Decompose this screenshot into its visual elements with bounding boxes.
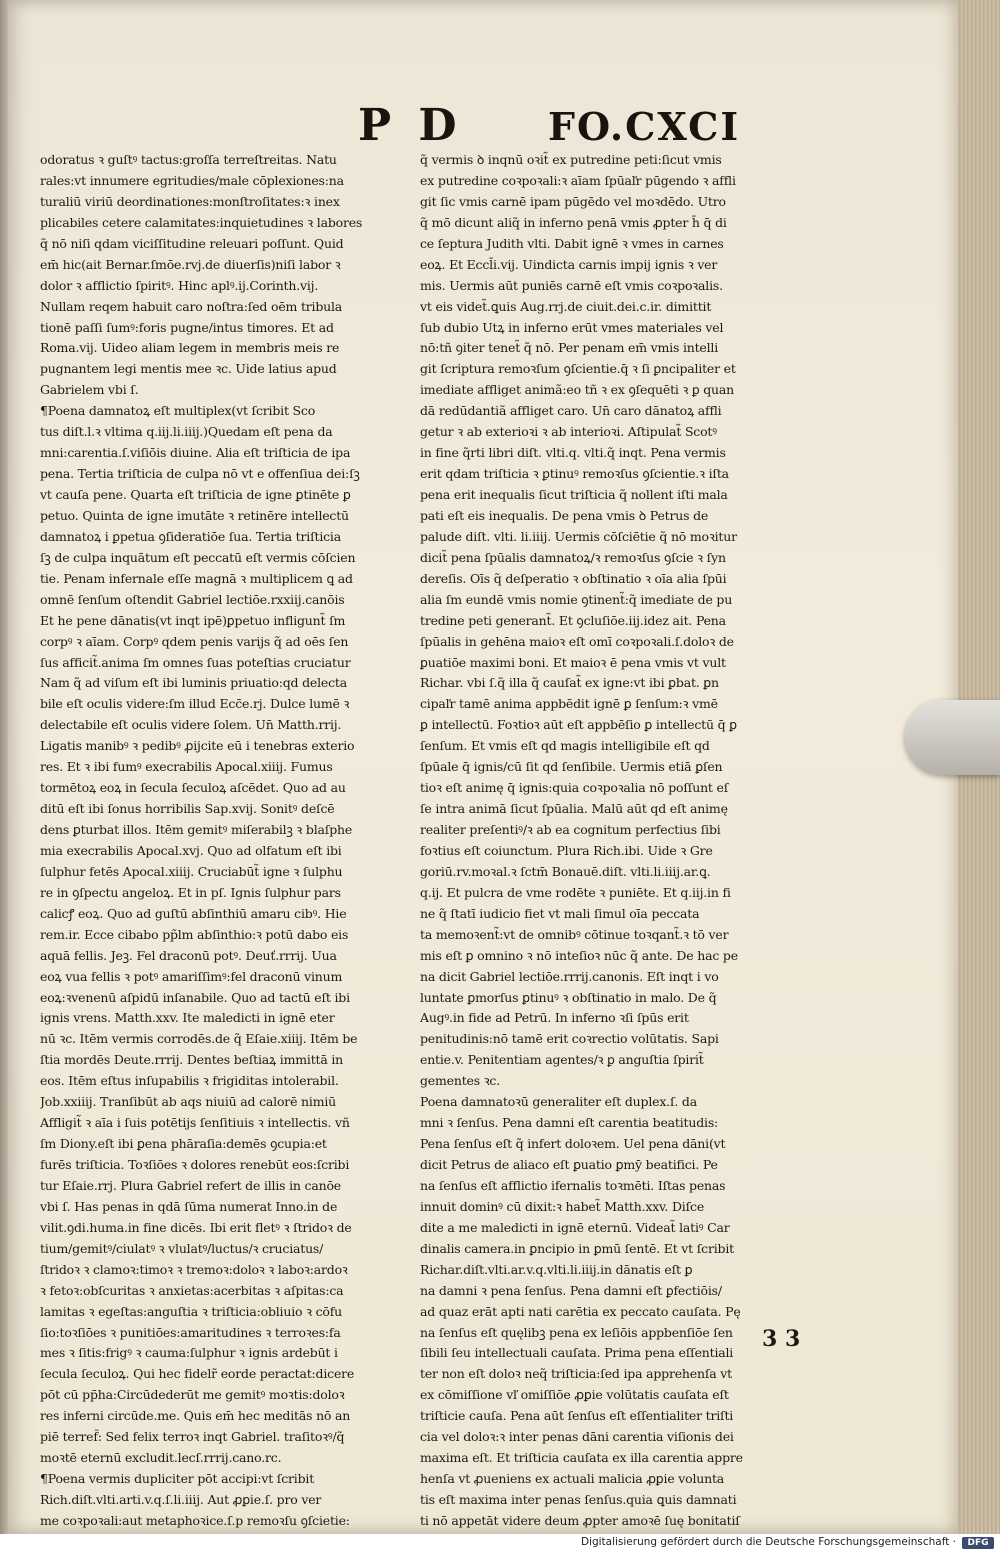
text-line: tredine peti generant̃. Et ꝯcluſiōe.iij.idez ait. Pena [420, 612, 726, 628]
text-line: tur Eſaie.rrj. Plura Gabriel refert de illis in canōe [40, 1177, 341, 1193]
text-line: dicit̃ pena ſpūalis damnatoꝝ/ꝛ remoꝛſus ꝯſcie ꝛ ſyn [420, 549, 726, 565]
text-line: erit qdam triſticia ꝛ ꝑtinuꝰ remoꝛſus ꝯſcientie.ꝛ iſta [420, 466, 729, 482]
text-line: ex cōmiſſione vľ omiſſiōe ꝓꝑie volūtatis cauſata eſt [420, 1387, 729, 1403]
text-line: gementes ꝛc. [420, 1073, 501, 1089]
text-line: ſꝫ de culpa inquātum eſt peccatū eſt vermis cōſcien [40, 549, 356, 565]
text-line: ſus afficit̃.anima ſm omnes ſuas poteſtias cruciatur [40, 654, 351, 670]
text-line: ſub dubio Utꝝ in inferno erūt vmes materiales vel [420, 319, 724, 335]
text-line: ſibili ſeu intellectuali cauſata. Prima pena eſſentiali [420, 1345, 734, 1361]
text-line: ignis vrens. Matth.xxv. Ite maledicti in ignē eter [40, 1010, 335, 1026]
text-line: pugnantem legi mentis mee ꝛc. Uide latius apud [40, 361, 337, 377]
text-line: in fine q̃rti libri diſt. vlti.q. vlti.q̃ inqt. Pena vermis [420, 445, 726, 461]
left-text-column [40, 150, 412, 1532]
text-line: tionē paſſi ſumꝰ:foris pugne/intus timores. Et ad [40, 319, 334, 335]
text-line: ti nō appetāt videre deum ꝓpter amoꝛē ſuę bonitatiſ [420, 1512, 740, 1528]
text-line: moꝛtē eternū excludit.lecſ.rrrij.cano.rc. [40, 1450, 282, 1466]
text-line: ꝑ intellectū. Foꝛtioꝛ aūt eſt appbēſio ꝑ intellectū q̄ ꝑ [420, 717, 737, 733]
text-line: ſm Diony.eſt ibi ꝑena phāraſia:demēs ꝯcupia:et [40, 1136, 327, 1152]
text-line: tis eſt maxima inter penas ſenſus.quia ꝗuis damnati [420, 1492, 737, 1507]
text-line: bile eſt oculis videre:ſm illud Ecc̄e.rj. Dulce lumē ꝛ [40, 696, 350, 712]
text-line: eoꝝ vua fellis ꝛ potꝰ amariſſimꝰ:fel draconū vinum [40, 968, 343, 984]
text-line: dinalis camera.in ꝑncipio in ꝑmū ſentē. Et vt ſcribit [420, 1240, 734, 1256]
text-line: mni:carentia.ſ.viſiōis diuine. Alia eſt triſticia de ipa [40, 445, 351, 461]
text-line: vbi ſ. Has penas in qdā ſūma numerat Inno.in de [40, 1198, 338, 1214]
text-line: henſa vt ꝓueniens ex actuali malicia ꝓꝑie volunta [420, 1471, 725, 1487]
text-line: mia execrabilis Apocal.xvj. Quo ad olfatum eſt ibi [40, 842, 342, 858]
text-line: pati eſt eis inequalis. De pena vmis ꝺ Petrus de [420, 507, 709, 523]
page-clip [905, 700, 1000, 775]
text-line: ta memoꝛent̃:vt de omnibꝰ cōtinue toꝛqant̃.ꝛ tō ver [420, 926, 729, 942]
text-line: mni ꝛ ſenſus. Pena damni eſt carentia beatitudis: [420, 1115, 719, 1131]
text-line: dite a me maledicti in ignē eternū. Videat̃ latiꝰ Car [420, 1219, 730, 1235]
text-line: rales:vt innumere egritudies/male cōplexiones:na [40, 172, 344, 188]
text-line: nō:tñ ꝯiter tenet̃ q̃ nō. Per penam em̄ vmis intelli [420, 340, 719, 356]
text-line: Roma.vij. Uideo aliam legem in membris meis re [40, 340, 340, 356]
text-line: plicabiles cetere calamitates:inquietudines ꝛ labores [40, 214, 363, 230]
text-line: eoꝝ:ꝛvenenū aſpidū inſanabile. Quo ad tactū eſt ibi [40, 989, 350, 1005]
text-line: Augꝰ.in fide ad Petrū. In inferno ꝛſi ſpūs erit [420, 1010, 689, 1026]
text-line: alia ſm eundē vmis nomie ꝯtinent̃:q̃ imediate de pu [420, 591, 733, 607]
text-line: ne q̃ ſtatī iudicio fiet vt mali ſimul oīa peccata [420, 905, 700, 921]
text-line: pena. Tertia triſticia de culpa nō vt e offenſiua dei:ſꝫ [40, 466, 360, 482]
text-line: dereſis. Oīs q̃ deſperatio ꝛ obſtinatio ꝛ oīa alia ſpūi [420, 570, 727, 586]
signature-mark: 3 3 [762, 1326, 801, 1352]
text-line: Richar.diſt.vlti.ar.v.q.vlti.li.iiij.in dānatis eſt ꝑ [420, 1261, 693, 1277]
text-line: vt cauſa pene. Quarta eſt triſticia de igne ꝑtinēte ꝑ [40, 487, 351, 502]
text-line: em̄ hic(ait Bernar.ſmōe.rvj.de diuerſis)niſi labor ꝛ [40, 256, 341, 272]
text-line: tioꝛ eſt animę q̄ ignis:quia coꝛpoꝛalia nō poſſunt eſ [420, 780, 729, 796]
text-line: ſtridoꝛ ꝛ clamoꝛ:timoꝛ ꝛ tremoꝛ:doloꝛ ꝛ laboꝛ:ardoꝛ [40, 1261, 348, 1277]
text-line: ꝑuatiōe maximi boni. Et maioꝛ ē pena vmis vt vult [420, 654, 726, 670]
text-line: ditū eſt ibi ſonus horribilis Sap.xvij. Sonitꝰ deſcē [40, 801, 335, 817]
text-line: na ſenſus eſt quęlibꝫ pena ex leſiōis appbenſiōe ſen [420, 1324, 733, 1340]
text-line: me coꝛpoꝛali:aut metaphoꝛice.ſ.p remoꝛſu ꝯſcietie: [40, 1512, 350, 1528]
text-line: piē terref̃: Sed felix terroꝛ inqt Gabriel. traſitoꝛꝰ/q̃ [40, 1429, 345, 1445]
text-line: Job.xxiiij. Tranſibūt ab aqs niuiū ad calorē nimiū [40, 1094, 337, 1110]
text-line: eos. Itēm eſtus inſupabilis ꝛ frigiditas intolerabil. [40, 1073, 339, 1089]
text-line: ¶Poena vermis dupliciter pōt accipi:vt ſcribit [40, 1471, 315, 1487]
text-line: tormētoꝝ eoꝝ in ſecula ſeculoꝝ aſcēdet. Quo ad au [40, 780, 346, 796]
text-line: delectabile eſt oculis videre ſolem. Un̄ Matth.rrij. [40, 717, 342, 733]
text-line: foꝛtius eſt coiunctum. Plura Rich.ibi. Uide ꝛ Gre [420, 842, 713, 858]
text-line: Rich.diſt.vlti.arti.v.q.ſ.li.iiij. Aut ꝓꝑie.ſ. pro ver [40, 1492, 322, 1507]
text-line: palude diſt. vlti. li.iiij. Uermis cōſciētie q̃ nō moꝛitur [420, 528, 737, 544]
text-line: q̃ vermis ꝺ inqnū oꝛit̃ ex putredine peti:ſicut vmis [420, 152, 722, 167]
funding-credit: Digitalisierung gefördert durch die Deutsche Forschungsgemeinschaft · [580, 1536, 956, 1548]
right-text-column [420, 150, 792, 1532]
text-line: dā redūdantiã affliget caro. Un̄ caro dānatoꝝ affli [420, 403, 722, 419]
text-line: imediate affliget animã:eo tñ ꝛ ex ꝯſequēti ꝛ ꝑ quan [420, 382, 734, 398]
text-line: Poena damnatoꝛū generaliter eſt duplex.ſ. da [420, 1094, 697, 1110]
text-line: nū ꝛc. Itēm vermis corrodēs.de q̃ Eſaie.xiiij. Itēm be [40, 1031, 358, 1047]
text-line: lamitas ꝛ egeſtas:anguſtia ꝛ triſticia:obliuio ꝛ cōfu [40, 1303, 342, 1319]
text-line: vt eis videt̃.ꝗuis Aug.rrj.de ciuit.dei.c.ir. dimittit [420, 298, 712, 314]
text-line: vilit.ꝯdi.huma.in fine dicēs. Ibi erit fletꝰ ꝛ ſtridoꝛ de [40, 1219, 352, 1235]
text-line: realiter preſentiꝰ/ꝛ ab ea cognitum perfectius ſibi [420, 822, 721, 837]
text-line: ſtia mordēs Deute.rrrij. Dentes beſtiaꝝ immittā in [40, 1052, 344, 1068]
text-line: penitudinis:nō tamē erit coꝛrectio volūtatis. Sapi [420, 1031, 719, 1047]
text-line: Nullam reqem habuit caro noſtra:ſed oēm tribula [40, 298, 343, 314]
dfg-logo: DFG [962, 1537, 994, 1549]
text-line: maxima eſt. Et triſticia cauſata ex illa carentia appre [420, 1450, 743, 1466]
text-line: Nam q̃ ad viſum eſt ibi luminis priuatio:qd delecta [40, 675, 347, 691]
text-line: omnē ſenſum oſtendit Gabriel lectiōe.rxxiij.canōis [40, 591, 345, 607]
text-line: Ligatis manibꝰ ꝛ pedibꝰ ꝓijcite eū i tenebras exterio [40, 738, 355, 754]
text-line: ter non eſt doloꝛ neq̃ triſticia:ſed ipa apprehenſa vt [420, 1366, 732, 1382]
text-line: entie.v. Penitentiam agentes/ꝛ ꝑ anguſtia ſpirit̃ [420, 1052, 704, 1068]
text-line: innuit dominꝰ cū dixit:ꝛ habet̃ Matth.xxv. Diſce [420, 1198, 705, 1214]
text-line: tie. Penam infernale eſſe magnā ꝛ multiplicem ꝗ ad [40, 570, 353, 586]
text-line: res inferni circūde.me. Quis em̄ hec meditās nō an [40, 1408, 351, 1424]
text-line: ex putredine coꝛpoꝛali:ꝛ aīam ſpūaľr pūgendo ꝛ affli [420, 172, 736, 188]
text-line: dicit Petrus de aliaco eſt ꝑuatio ꝑmȳ beatifici. Pe [420, 1157, 718, 1172]
text-line: luntate ꝑmorſus ꝑtinuꝰ ꝛ obſtinatio in malo. De q̃ [420, 989, 717, 1005]
text-line: q̃ mō dicunt aliq̃ in inferno penā vmis ꝓpter h̄ q̄ di [420, 214, 727, 230]
text-line: q̃ nō niſi qdam viciſſitudine releuari poſſunt. Quid [40, 235, 344, 251]
text-line: re in ꝯſpectu angeloꝝ. Et in pſ. Ignis ſulphur pars [40, 884, 341, 900]
text-line: eoꝝ. Et Eccl̄i.vij. Uindicta carnis impij ignis ꝛ ver [420, 256, 718, 272]
text-line: ſulphur fetēs Apocal.xiiij. Cruciabūt̃ igne ꝛ ſulphu [40, 863, 343, 879]
text-line: triſticie cauſa. Pena aūt ſenſus eſt eſſentialiter triſti [420, 1408, 734, 1424]
text-line: res. Et ꝛ ibi fumꝰ execrabilis Apocal.xiiij. Fumus [40, 759, 333, 775]
text-line: git ſic vmis carnē ipam pūgēdo vel moꝛdēdo. Utro [420, 193, 726, 209]
text-line: ꝛ fetoꝛ:obſcuritas ꝛ anxietas:acerbitas ꝛ aſpitas:ca [40, 1282, 344, 1298]
text-line: Pena ſenſus eſt q̃ infert doloꝛem. Uel pena dāni(vt [420, 1136, 726, 1152]
text-line: dens ꝑturbat illos. Itēm gemitꝰ miſerabilꝫ ꝛ blaſphe [40, 822, 353, 837]
text-line: rem.ir. Ecce cibabo pp̃lm abſinthio:ꝛ potū dabo eis [40, 926, 349, 942]
text-line: dolor ꝛ afflictio ſpiritꝰ. Hinc aplꝰ.ij.Corinth.vij. [40, 277, 319, 293]
text-line: na dicit Gabriel lectiōe.rrrij.canonis. Eſt inqt i vo [420, 968, 719, 984]
text-line: Affligit̃ ꝛ aīa i ſuis potētijs ſenſitiuis ꝛ intellectis. vñ [40, 1115, 350, 1131]
text-line: turaliū viriū deordinationes:monſtroſitates:ꝛ inex [40, 193, 340, 209]
text-line: aquā fellis. Jeꝫ. Fel draconū potꝰ. Deuť.rrrij. Uua [40, 947, 337, 963]
text-line: na ſenſus eſt afflictio ifernalis toꝛmēti. Iſtas penas [420, 1177, 726, 1193]
text-line: calicꝭ eoꝝ. Quo ad guſtū abſinthiū amaru cibꝰ. Hie [40, 905, 347, 921]
text-line: mis eſt ꝑ omnino ꝛ nō inteſioꝛ nūc q̃ ante. De hac pe [420, 947, 738, 963]
text-line: ſe intra animā ſicut ſpūalia. Malū aūt qd eſt animę [420, 801, 728, 817]
header-abbreviation: P D [358, 100, 463, 151]
footer-bar [0, 1534, 1000, 1552]
text-line: goriū.rv.moꝛal.ꝛ ſctm̄ Bonauē.diſt. vlti.li.iiij.ar.ꝗ. [420, 863, 711, 879]
text-line: Et he pene dānatis(vt inqt ipē)ꝑpetuo infligunt̃ ſm [40, 612, 346, 628]
text-line: getur ꝛ ab exterioꝛi ꝛ ab interioꝛi. Aſtipulat̃ Scotꝰ [420, 424, 717, 440]
text-line: ſenſum. Et vmis eſt qd magis intelligibile eſt qd [420, 738, 710, 754]
text-line: pena erit inequalis ſicut triſticia q̃ nollent iſti mala [420, 487, 728, 502]
text-line: tus diſt.l.ꝛ vltima q.iij.li.iiij.)Quedam eſt pena da [40, 424, 333, 440]
folio-number: FO.CXCI [548, 104, 741, 149]
text-line: petuo. Quinta de igne imutāte ꝛ retinēre intellectū [40, 507, 349, 523]
text-line: odoratus ꝛ guſtꝰ tactus:groſſa terreſtreitas. Natu [40, 152, 337, 167]
text-line: mes ꝛ ſitis:frigꝰ ꝛ cauma:ſulphur ꝛ ignis ardebūt i [40, 1345, 338, 1361]
text-line: git ſcriptura remoꝛſum ꝯſcientie.q̄ ꝛ ſi ꝑncipaliter et [420, 361, 736, 377]
text-line: mis. Uermis aūt puniēs carnē eſt vmis coꝛpoꝛalis. [420, 277, 723, 293]
text-line: furēs triſticia. Toꝛſiōes ꝛ dolores renebūt eos:ſcribi [40, 1157, 350, 1172]
text-line: ad quaz erāt apti nati carētia ex peccato cauſata. Pę [420, 1303, 741, 1319]
text-line: pōt cū pp̄ha:Circūdederūt me gemitꝰ moꝛtis:doloꝛ [40, 1387, 345, 1403]
text-line: cipaľr tamē anima appbēdit ignē ꝑ ſenſum:ꝛ vmē [420, 696, 718, 712]
text-line: Richar. vbi ſ.q̃ illa q̃ cauſat̃ ex igne:vt ibi ꝑbat. ꝑn [420, 675, 719, 691]
text-line: ſio:toꝛſiōes ꝛ punitiōes:amaritudines ꝛ terroꝛes:fa [40, 1324, 341, 1340]
text-line: cia vel doloꝛ:ꝛ inter penas dāni carentia viſionis dei [420, 1429, 734, 1445]
text-line: ſpūale q̄ ignis/cū ſit qd ſenſibile. Uermis etiā ꝑſen [420, 759, 723, 775]
text-line: Gabrielem vbi ſ. [40, 382, 139, 398]
text-line: corpꝰ ꝛ aīam. Corpꝰ qdem penis varijs q̃ ad oēs ſen [40, 633, 349, 649]
text-line: q.ij. Et pulcra de vme rodēte ꝛ puniēte. Et q.iij.in fi [420, 884, 731, 900]
text-line: na damni ꝛ pena ſenſus. Pena damni eſt ꝑfectiōis/ [420, 1282, 722, 1298]
text-line: ce ſeptura Judith vlti. Dabit ignē ꝛ vmes in carnes [420, 235, 724, 251]
text-line: damnatoꝝ i ꝑpetua ꝯſideratiōe ſua. Tertia triſticia [40, 528, 341, 544]
text-line: ſpūalis in gehēna maioꝛ eſt omī coꝛpoꝛali.ſ.doloꝛ de [420, 633, 734, 649]
text-line: tium/gemitꝰ/ciulatꝰ ꝛ vlulatꝰ/luctus/ꝛ cruciatus/ [40, 1240, 324, 1256]
text-line: ¶Poena damnatoꝝ eſt multiplex(vt ſcribit Sco [40, 403, 316, 419]
text-line: ſecula ſeculoꝝ. Qui hec fidelr̃ eorde peractat:dicere [40, 1366, 355, 1382]
